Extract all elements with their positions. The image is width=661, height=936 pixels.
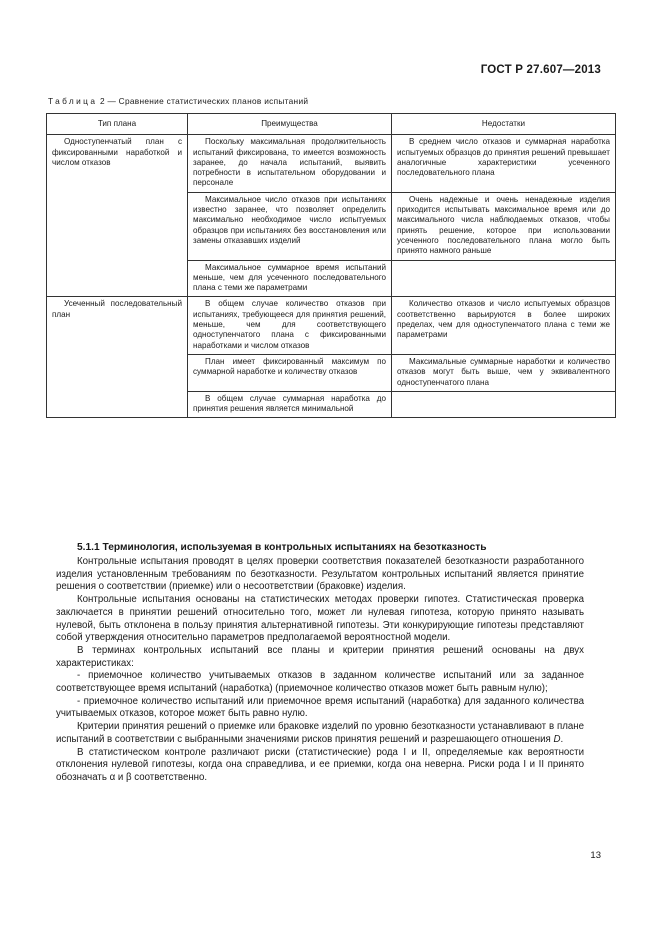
paragraph-end: . (560, 733, 564, 745)
advantage-cell: В общем случае количество отказов при испытаниях, требующееся для принятия решений, меньше, чем для соответствующего одноступенчатого плана с фиксированными наработками и числом отказов (188, 297, 392, 354)
section-body (56, 556, 584, 785)
list-item: - приемочное количество испытаний или приемочное время испытаний (наработка) для заданного количества учитываемых отказов, которое может быть равно нулю. (56, 695, 584, 720)
comparison-table (46, 113, 616, 418)
disadvantage-cell: Очень надежные и очень ненадежные изделия приходится испытывать максимальное время или до максимального числа наблюдаемых отказов, чтобы принять решение, которое при использовании усеченного последовательного плана могло быть принято намного раньше (392, 192, 616, 260)
ratio-symbol: D (553, 733, 561, 745)
document-code: ГОСТ Р 27.607—2013 (480, 64, 601, 76)
table-caption-text: 2 — Сравнение статистических планов испытаний (97, 96, 309, 106)
advantage-cell: Поскольку максимальная продолжительность испытаний фиксирована, то имеется возможность заранее, до начала испытаний, выявить потребности в испытательном оборудовании и персонале (188, 135, 392, 192)
paragraph: Контрольные испытания проводят в целях проверки соответствия показателей безотказности разработанного изделия установленным требованиям по безотказности. Результатом контрольных испытаний является принятие решения о соответствии (приемке) или о несоответствии (браковке) изделия. (56, 556, 584, 593)
paragraph-text: Критерии принятия решений о приемке или браковке изделий по уровню безотказности устанавливают в плане испытаний в соответствии с выбранными значениями рисков принятия решений и разрешающего отношения (56, 721, 584, 745)
plan-type-cell: Усеченный последовательный план (47, 297, 188, 418)
section-title: 5.1.1 Терминология, используемая в контрольных испытаниях на безотказность (77, 542, 487, 553)
advantage-cell: План имеет фиксированный максимум по суммарной наработке и количеству отказов (188, 354, 392, 391)
paragraph (56, 721, 584, 746)
paragraph: В статистическом контроле различают риски (статистические) рода I и II, определяемые как вероятности отклонения нулевой гипотезы, когда она справедлива, и ее приемки, когда она неверна. Риски рода I и II принято обозначать α и β соответственно. (56, 746, 584, 783)
advantage-cell: Максимальное число отказов при испытаниях известно заранее, что позволяет определить максимально необходимое число испытуемых образцов при испытаниях без восстановления или замены отказавших изделий (188, 192, 392, 260)
paragraph: Контрольные испытания основаны на статистических методах проверки гипотез. Статистическая проверка заключается в принятии решений относительно того, может ли нулевая гипотеза, которую принято называть нулевой, быть отклонена в пользу принятия альтернативной гипотезы. Эти конкурирующие гипотезы представляют собой утверждения относительно параметров предполагаемой вероятностной модели. (56, 594, 584, 644)
disadvantage-cell: В среднем число отказов и суммарная наработка испытуемых образцов до принятия решений превышает аналогичные характеристики усеченного последовательного плана (392, 135, 616, 192)
table-caption-word: Таблица (48, 96, 98, 106)
plan-type-cell: Одноступенчатый план с фиксированными наработкой и числом отказов (47, 135, 188, 297)
column-header-plan-type: Тип плана (47, 114, 188, 135)
column-header-disadvantages: Недостатки (392, 114, 616, 135)
table-row (47, 297, 616, 354)
list-item: - приемочное количество учитываемых отказов в заданном количестве испытаний или за заданное соответствующее время испытаний (наработка) (приемочное количество отказов может быть равным нулю); (56, 670, 584, 695)
disadvantage-cell: Максимальные суммарные наработки и количество отказов могут быть выше, чем у эквивалентного одноступенчатого плана (392, 354, 616, 391)
disadvantage-cell: Количество отказов и число испытуемых образцов соответственно варьируются в более широких пределах, чем для одноступенчатого плана с теми же параметрами (392, 297, 616, 354)
advantage-cell: Максимальное суммарное время испытаний меньше, чем для усеченного последовательного плана с теми же параметрами (188, 260, 392, 297)
page-number: 13 (590, 850, 601, 861)
advantage-cell: В общем случае суммарная наработка до принятия решения является минимальной (188, 391, 392, 418)
paragraph: В терминах контрольных испытаний все планы и критерии принятия решений основаны на двух характеристиках: (56, 644, 584, 669)
column-header-advantages: Преимущества (188, 114, 392, 135)
table-row (47, 135, 616, 192)
table-header-row (47, 114, 616, 135)
disadvantage-cell-empty (392, 391, 616, 418)
disadvantage-cell-empty (392, 260, 616, 297)
table-caption (48, 96, 308, 106)
